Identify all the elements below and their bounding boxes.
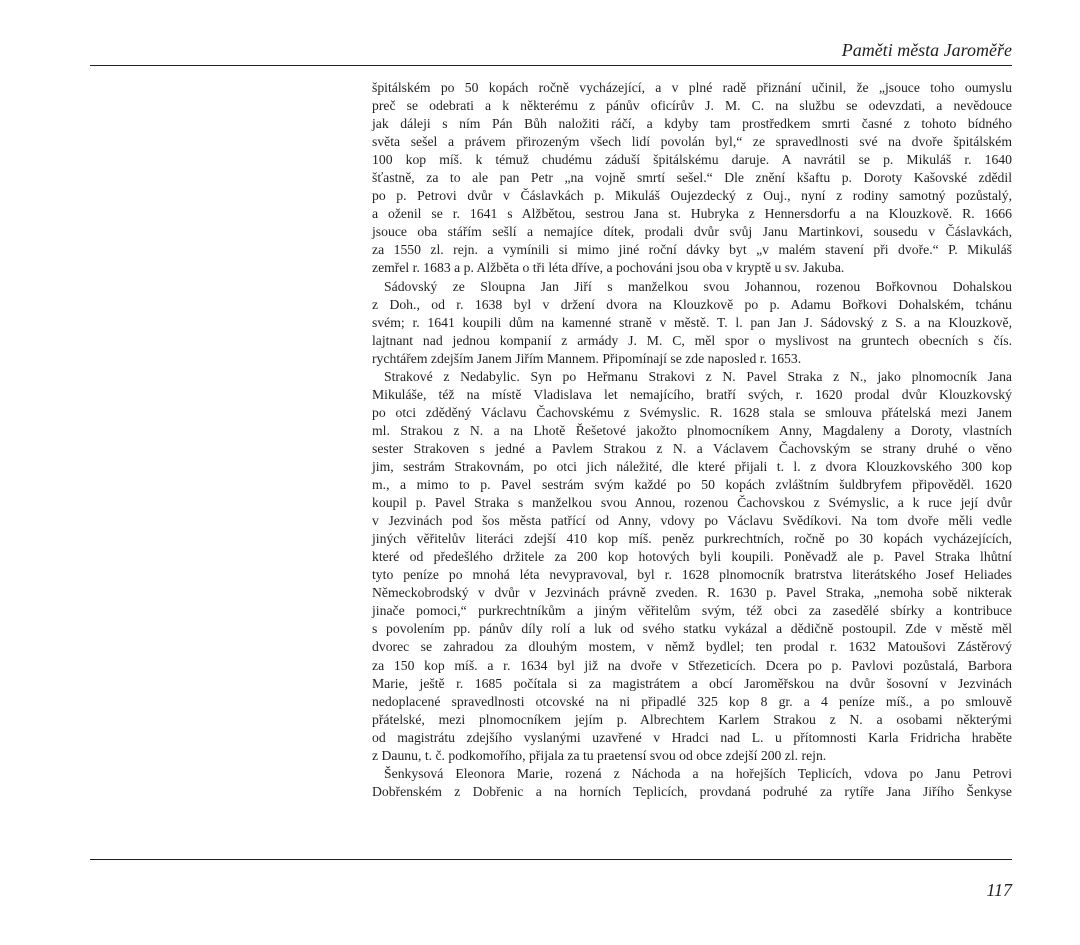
text-line: Sádovský ze Sloupna Jan Jiří s manželkou svou Johannou, rozenou Bořkovnou Dohalskou — [384, 278, 1012, 294]
text-line: svém; r. 1641 koupili dům na kamenné straně v městě. T. l. pan Jan J. Sádovský z S. a na Klouzkově, — [372, 314, 1012, 330]
text-line: Šenkysová Eleonora Marie, rozená z Náchoda a na hořejších Teplicích, vdova po Janu Petrovi — [384, 765, 1012, 781]
text-line: které od předešlého držitele za 200 kop hotových byli koupili. Poněvadž ale p. Pavel Straka lhůtní — [372, 549, 1012, 565]
text-line: přátelské, mezi plnomocníkem jejím p. Albrechtem Karlem Strakou z N. a osobami některými — [372, 711, 1012, 727]
text-line: jiných věřitelův literáci zdejší 410 kop míš. peněz purkrechtních, ročně po 30 kopách vycházejících, — [372, 531, 1012, 547]
text-line: tyto peníze po mnohá léta nevypravoval, byl r. 1628 plnomocník bratrstva literátského Josef Heliades — [372, 567, 1012, 583]
text-line: z Daunu, t. č. podkomořího, přijala za tu praetensí svou od obce zdejší 200 zl. rejn. — [372, 747, 827, 763]
text-line: sester Strakoven s jedné a Pavlem Strakou z N. a Václavem Čachovským se strany druhé o věno — [372, 440, 1012, 456]
text-line: v Jezvinách pod šos města patřící od Anny, vdovy po Václavu Svědíkovi. Na tom dvoře měli vedle — [372, 513, 1012, 529]
text-line: a oženil se r. 1641 s Alžbětou, sestrou Jana st. Hubryka z Hennersdorfu a na Klouzkově. R. 1666 — [372, 206, 1012, 222]
text-line: m., a mimo to p. Pavel sestrám svým každé po 50 kopách zvláštním šuldbryfem připověděl. 1620 — [372, 477, 1012, 493]
text-line: ml. Strakou z N. a na Lhotě Řešetové jakožto plnomocníkem Anny, Magdaleny a Doroty, vlastních — [372, 422, 1012, 438]
text-line: s povolením pp. pánův díly rolí a luk od svého statku vykázal a dědičně postoupil. Zde v městě měl — [372, 621, 1012, 637]
text-line: dvorec se zahradou za dlouhým mostem, v němž bydlel; ten prodal r. 1632 Matoušovi Zástěrový — [372, 639, 1012, 655]
text-line: Strakové z Nedabylic. Syn po Heřmanu Strakovi z N. Pavel Straka z N., jako plnomocník Jana — [384, 368, 1012, 384]
text-line: po p. Petrovi dvůr v Čáslavkách p. Mikuláš Oujezdecký z Ouj., nyní z rodiny samotný pozůstalý, — [372, 188, 1012, 204]
text-line: jim, sestrám Strakovnám, po otci jich náležité, dle které přijali t. l. z dvora Klouzkovského 300 kop — [372, 458, 1012, 474]
text-line: jak dáleji s ním Pán Bůh naložiti ráčí, a kdyby tam prostředkem smrti časné z tohoto bídného — [372, 116, 1012, 132]
text-line: světa sešel a právem přirozeným všech lidí povolán byl,“ ze spravedlnosti své na dvoře špitálském — [372, 134, 1012, 150]
text-line: lajtnant nad jednou kompanií z armády J. M. C, měl spor o myslivost na gruntech obecních s čís. — [372, 332, 1012, 348]
text-line: za 150 kop míš. a r. 1634 byl již na dvoře v Střezeticích. Dcera po p. Pavlovi pozůstalá, Barbora — [372, 657, 1012, 673]
page-number: 117 — [986, 880, 1012, 900]
text-line: preč se odebrati a k některému z pánův oficírův J. M. C. na službu se odevzdati, a nevědouce — [372, 98, 1012, 114]
text-line: Mikuláše, též na místě Vladislava let nemajícího, bratří svých, r. 1620 prodal dvůr Klouzkovský — [372, 386, 1012, 402]
text-line: špitálském po 50 kopách ročně vycházející, a v plné radě přiznání učinil, že „jsouce toho oumyslu — [372, 80, 1012, 95]
text-line: Marie, ještě r. 1685 počítala si za magistrátem a obcí Jaroměřskou na dvůr šosovní v Jezvinách — [372, 675, 1012, 691]
footer-rule — [90, 859, 1012, 860]
text-line: od magistrátu zdejšího vyslanými uzavřené v Hradci nad L. u přítomnosti Karla Fridricha hraběte — [372, 729, 1012, 745]
header-rule — [90, 65, 1012, 66]
text-line: Dobřenském z Dobřenic a na horních Teplicích, provdaná podruhé za rytíře Jana Jiřího Šenkyse — [372, 783, 1012, 799]
text-line: jinače pomoci,“ purkrechtníkům a jiným věřitelům svým, též obci za zasedělé sbírky a kontribuce — [372, 603, 1012, 619]
text-line: šťastně, za to ale pan Petr „na vojně smrtí sešel.“ Dle znění kšaftu p. Doroty Kašovské zdědil — [372, 170, 1012, 186]
text-line: koupil p. Pavel Straka s manželkou svou Annou, rozenou Čachovskou z Svémyslic, a k ruce její dvůr — [372, 495, 1012, 511]
text-line: Německobrodský v dvůr v Jezvinách právně zveden. R. 1630 p. Pavel Straka, „nemoha sobě nikterak — [372, 585, 1012, 601]
text-line: nedoplacené spravedlnosti otcovské na ni připadlé 325 kop 8 gr. a 4 peníze míš., a po smlouvě — [372, 693, 1012, 709]
body-text-column — [372, 79, 1012, 801]
text-line: jsouce oba stářím sešlí a nemajíce dítek, prodali dvůr svůj Janu Martinkovi, sousedu v Čáslavkách, — [372, 224, 1012, 240]
text-line: 100 kop míš. k témuž chudému záduší špitálskému daruje. A navrátil se p. Mikuláš r. 1640 — [372, 152, 1012, 168]
text-line: z Doh., od r. 1638 byl v držení dvora na Klouzkově po p. Adamu Bořkovi Dohalském, tchánu — [372, 296, 1012, 312]
running-head: Paměti města Jaroměře — [841, 40, 1012, 60]
text-line: zemřel r. 1683 a p. Alžběta o tři léta dříve, a pochováni jsou oba v kryptě u sv. Jakuba. — [372, 260, 845, 276]
text-line: rychtářem zdejším Janem Jiřím Mannem. Připomínají se zde naposled r. 1653. — [372, 350, 802, 366]
text-line: po otci zděděný Václavu Čachovskému z Svémyslic. R. 1628 stala se smlouva přátelská mezi Janem — [372, 404, 1012, 420]
text-line: za 1550 zl. rejn. a vymínili si mimo jiné roční dávky byt „v malém stavení při dvoře.“ P. Mikuláš — [372, 242, 1012, 258]
